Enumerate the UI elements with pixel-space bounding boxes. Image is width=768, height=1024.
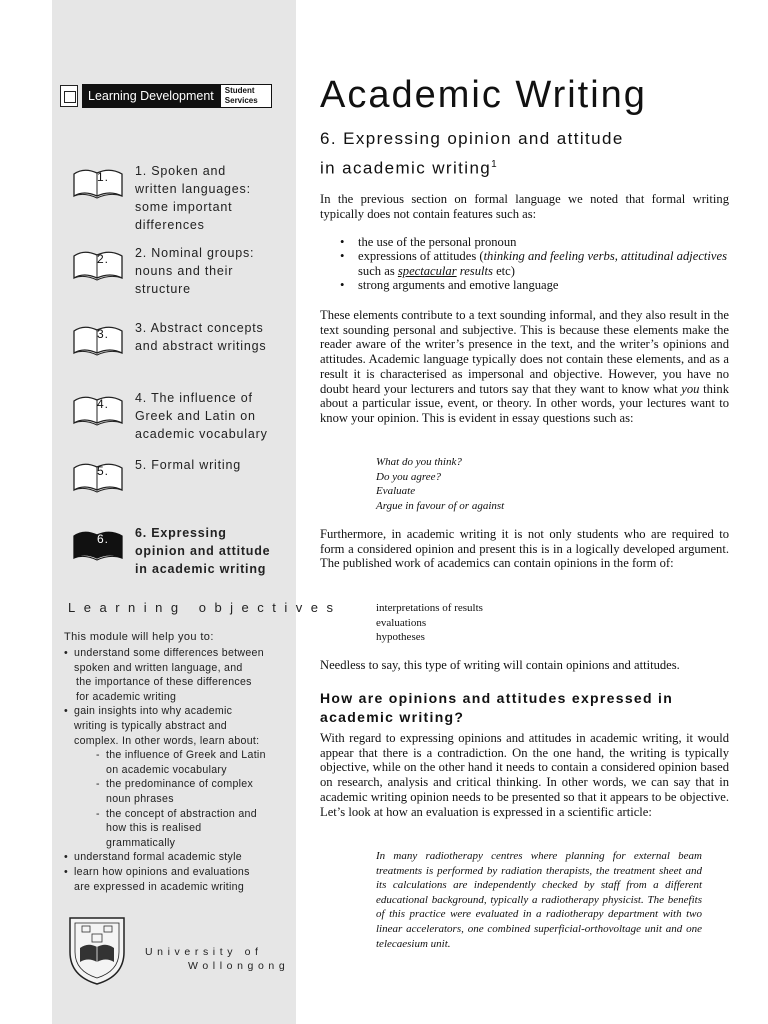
section-heading-line: academic writing? — [320, 709, 465, 725]
objective-line: • learn how opinions and evaluations — [74, 865, 250, 878]
objective-line: noun phrases — [106, 792, 174, 805]
logo-secondary-text — [220, 84, 272, 108]
feature-item — [340, 235, 730, 249]
objective-line: • understand formal academic style — [74, 851, 242, 864]
features-list — [340, 235, 730, 293]
module-number: 3. — [97, 327, 110, 341]
objective-line: for academic writing — [76, 690, 177, 703]
module-title-line: opinion and attitude — [135, 544, 271, 558]
logo-secondary-line1: Student — [224, 86, 255, 95]
objective-item — [62, 865, 290, 894]
body-paragraph-4: Needless to say, this type of writing will contain opinions and attitudes. — [320, 658, 680, 672]
objective-line: how this is realised — [106, 822, 202, 835]
book-icon — [70, 458, 124, 494]
module-3[interactable] — [70, 319, 286, 357]
objective-line: writing is typically abstract and — [74, 719, 227, 732]
module-title-line: nouns and their — [135, 264, 234, 278]
opinion-forms-list — [376, 601, 483, 645]
module-1[interactable] — [70, 162, 286, 234]
page-title: Academic Writing — [320, 74, 647, 116]
essay-question: Do you agree? — [376, 470, 441, 483]
feature-text: such as — [358, 263, 398, 278]
subtitle-line2 — [320, 152, 624, 182]
module-title-line: written languages: — [135, 182, 251, 196]
objective-line: the importance of these differences — [76, 676, 252, 689]
module-title-line: in academic writing — [135, 562, 267, 576]
intro-paragraph: In the previous section on formal language we noted that formal writing typically does not contain features such as: — [320, 192, 729, 221]
section-heading-line: How are opinions and attitudes expressed in — [320, 690, 674, 706]
module-title-line: 4. The influence of — [135, 391, 253, 405]
module-title-line: structure — [135, 282, 191, 296]
university-name-line2: Wollongong — [188, 960, 290, 972]
module-title-line: differences — [135, 218, 205, 232]
module-title-line: Greek and Latin on — [135, 409, 256, 423]
module-number: 2. — [97, 252, 110, 266]
objective-line: are expressed in academic writing — [74, 880, 245, 893]
book-icon — [70, 246, 124, 282]
book-icon — [70, 164, 124, 200]
feature-text: expressions of attitudes ( — [358, 249, 484, 264]
paragraph-text: think about a particular issue, event, or theory. In other words, your lectures want to know your opinion. This is evident in essay questions such as: — [320, 381, 729, 425]
body-paragraph-5: With regard to expressing opinions and attitudes in academic writing, it would appear that there is a contradiction. On the one hand, the writing is typically objective, while on the other hand it needs to contain a considered opinion based on research, analysis and critical thinking. In other words, we can say that in academic writing opinion needs to be presented so that it appears to be objective. Let’s look at how an evaluation is expressed in a scientific article: — [320, 731, 729, 819]
subtitle-line1: 6. Expressing opinion and attitude — [320, 129, 624, 148]
module-number: 6. — [97, 532, 110, 546]
feature-text-italic: thinking and feeling verbs, attitudinal adjectives — [483, 249, 727, 264]
crest-icon — [60, 85, 78, 107]
objective-line: - the influence of Greek and Latin — [106, 749, 266, 762]
essay-question: Evaluate — [376, 485, 416, 498]
module-title-line: 3. Abstract concepts — [135, 321, 264, 335]
learning-objectives-intro: This module will help you to: — [64, 631, 214, 643]
logo-secondary-line2: Services — [224, 96, 258, 105]
feature-item — [340, 249, 730, 278]
module-number: 1. — [97, 170, 110, 184]
paragraph-text: These elements contribute to a text sounding informal, and they also result in the text sounding personal and subjective. This is because these elements make the reader aware of the writer’s presence in the text, and the writer’s opinions and attitudes. Academic language typically does not contain these elements, and as a result it is characterised as impersonal and objective. However, you have no doubt heard your lecturers and tutors say that they want to know what — [320, 308, 729, 396]
objective-line: • understand some differences between — [74, 647, 264, 659]
module-2[interactable] — [70, 244, 286, 298]
logo-primary-text: Learning Development — [82, 84, 220, 108]
essay-question: What do you think? — [376, 456, 462, 468]
article-quote: In many radiotherapy centres where planning for external beam treatments is performed by radiation therapists, the treatment sheet and its calculations are independently checked by staff from a different educational background, typically a radiotherapy physicist. The benefits of this practice were evaluated in a radiotherapy department with two linear accelerators, one combined superficial-orthovoltage unit and one telecaesium unit. — [376, 850, 702, 950]
objective-subitem — [96, 777, 290, 806]
objective-item — [62, 704, 290, 850]
objective-line: spoken and written language, and — [74, 661, 243, 674]
learning-objectives-heading: Learning objectives — [68, 600, 342, 615]
learning-development-logo — [60, 84, 286, 108]
opinion-form-item: evaluations — [376, 616, 427, 629]
module-title-line: 2. Nominal groups: — [135, 246, 255, 260]
book-icon — [70, 321, 124, 357]
book-icon-filled — [70, 526, 124, 562]
essay-questions-list — [376, 455, 504, 513]
objective-item — [62, 850, 290, 865]
objective-line: • gain insights into why academic — [74, 705, 233, 718]
section-heading — [320, 689, 730, 727]
opinion-form-item: interpretations of results — [376, 602, 483, 614]
feature-item — [340, 278, 730, 292]
body-paragraph-2 — [320, 308, 729, 426]
objective-line: complex. In other words, learn about: — [74, 734, 260, 747]
objective-line: on academic vocabulary — [106, 763, 227, 776]
feature-text-italic: results — [456, 263, 493, 278]
university-name-line1: University of — [145, 946, 263, 958]
objective-line: - the predominance of complex — [106, 778, 254, 791]
book-icon — [70, 391, 124, 427]
objective-item — [62, 646, 290, 704]
module-title-line: and abstract writings — [135, 339, 267, 353]
module-title-line: 1. Spoken and — [135, 164, 227, 178]
module-title-line: academic vocabulary — [135, 427, 268, 441]
module-number: 4. — [97, 397, 110, 411]
paragraph-emphasis: you — [681, 381, 700, 396]
module-title-line: some important — [135, 200, 233, 214]
opinion-form-item: hypotheses — [376, 631, 425, 644]
objective-line: - the concept of abstraction and — [106, 807, 257, 820]
feature-text: the use of the personal pronoun — [358, 235, 517, 249]
module-4[interactable] — [70, 389, 286, 443]
objective-subitem — [96, 807, 290, 851]
module-number: 5. — [97, 464, 110, 478]
page-subtitle — [320, 126, 624, 182]
feature-text-underlined: spectacular — [397, 263, 457, 278]
university-crest-icon — [66, 912, 128, 988]
footnote-marker: 1 — [491, 159, 499, 170]
learning-objectives-list — [62, 646, 290, 894]
body-paragraph-3: Furthermore, in academic writing it is not only students who are required to form a considered opinion and present this is in a logically developed argument. The published work of academics can contain opinions in the form of: — [320, 527, 729, 571]
feature-text: etc) — [492, 263, 515, 278]
module-title-line: 5. Formal writing — [135, 458, 241, 472]
subtitle-line2-text: in academic writing — [320, 158, 492, 178]
objective-subitem — [96, 748, 290, 777]
objective-line: grammatically — [106, 836, 176, 849]
module-title-line: 6. Expressing — [135, 526, 227, 540]
module-5[interactable] — [70, 456, 286, 494]
module-6-current[interactable] — [70, 524, 286, 578]
feature-text: strong arguments and emotive language — [358, 278, 559, 293]
essay-question: Argue in favour of or against — [376, 499, 505, 512]
